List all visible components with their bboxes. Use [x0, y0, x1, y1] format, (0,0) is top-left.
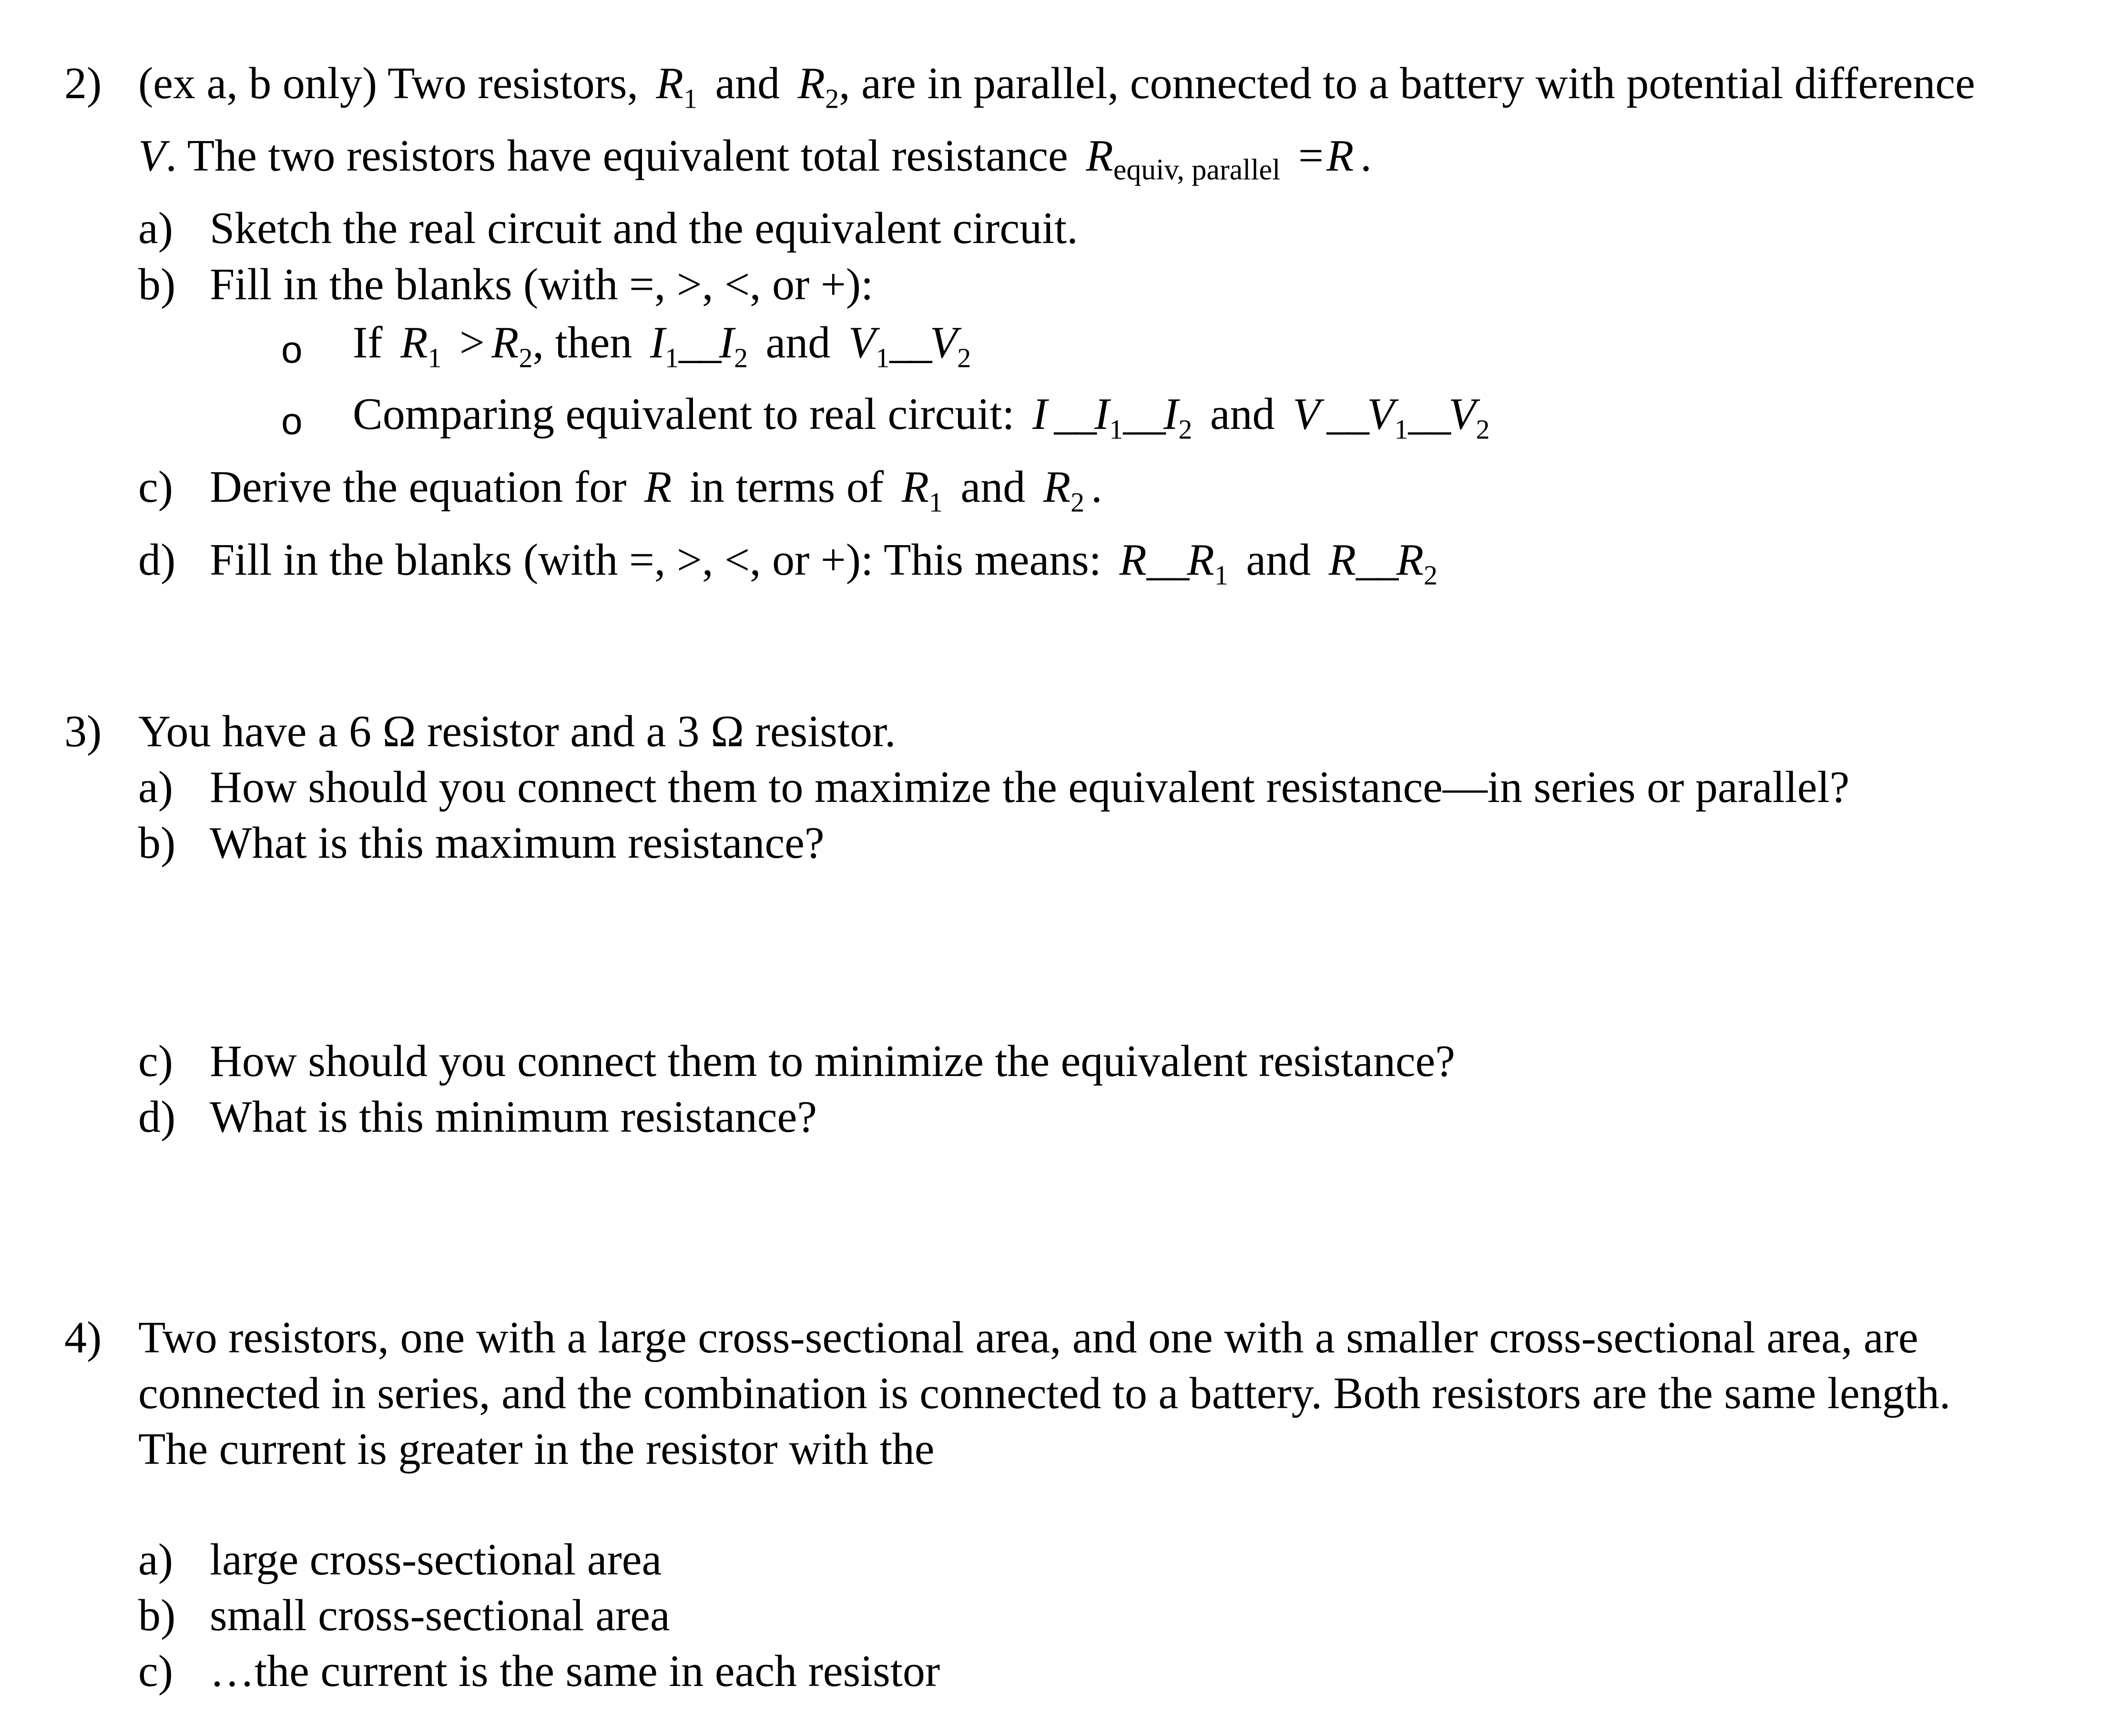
q2-b-text: Fill in the blanks (with =, >, <, or +):: [210, 260, 874, 309]
bullet-icon: o: [281, 328, 303, 371]
q2-b-bullet-1: If $R_1 > R_2$, then $I_1\_\_I_2$ and $V_1\_\_V_2$: [353, 318, 971, 374]
q3-d-label: d): [138, 1092, 176, 1142]
q4-text-line-3: The current is greater in the resistor with the: [138, 1424, 935, 1474]
q4-option-c: …the current is the same in each resistor: [210, 1646, 940, 1696]
q2-c-label: c): [138, 462, 173, 512]
q3-d-text: What is this minimum resistance?: [210, 1092, 817, 1142]
q2-b-label: b): [138, 260, 176, 309]
q3-number: 3): [64, 707, 102, 756]
q4-text-line-1: Two resistors, one with a large cross-sectional area, and one with a smaller cross-sectional area, are: [138, 1313, 1918, 1362]
q4-a-label: a): [138, 1535, 173, 1584]
q2-intro-line-2: V. The two resistors have equivalent total resistance Requiv, parallel =R .: [138, 131, 1372, 186]
bullet-icon: o: [281, 400, 303, 442]
q3-a-text: How should you connect them to maximize the equivalent resistance—in series or parallel?: [210, 762, 1850, 812]
q2-d-text: Fill in the blanks (with =, >, <, or +): This means: $R\_\_R_1$ and $R\_\_R_2$: [210, 535, 1438, 591]
q3-a-label: a): [138, 762, 173, 812]
q4-option-b: small cross-sectional area: [210, 1591, 670, 1640]
q4-text-line-2: connected in series, and the combination is connected to a battery. Both resistors are the same length.: [138, 1369, 1951, 1418]
q2-d-label: d): [138, 535, 176, 585]
q2-a-label: a): [138, 203, 173, 253]
q4-b-label: b): [138, 1591, 176, 1640]
q2-b-bullet-2: Comparing equivalent to real circuit: I $\_\_I_1\_\_I_2$ and V $\_\_V_1\_\_V_2$: [353, 389, 1490, 445]
q3-b-label: b): [138, 818, 176, 868]
q4-number: 4): [64, 1313, 102, 1362]
q3-c-text: How should you connect them to minimize the equivalent resistance?: [210, 1036, 1455, 1086]
q3-c-label: c): [138, 1036, 173, 1086]
q3-b-text: What is this maximum resistance?: [210, 818, 825, 868]
q4-option-a: large cross-sectional area: [210, 1535, 662, 1584]
q2-a-text: Sketch the real circuit and the equivalent circuit.: [210, 203, 1078, 253]
q2-intro-line-1: (ex a, b only) Two resistors, $R_1$ and $R_2$, are in parallel, connected to a battery with potential difference: [138, 59, 1975, 114]
q4-c-label: c): [138, 1646, 173, 1696]
q2-c-text: Derive the equation for R in terms of $R_1$ and $R_2$ .: [210, 462, 1102, 518]
q3-intro: You have a 6 Ω resistor and a 3 Ω resistor.: [138, 707, 896, 756]
q2-number: 2): [64, 59, 102, 108]
